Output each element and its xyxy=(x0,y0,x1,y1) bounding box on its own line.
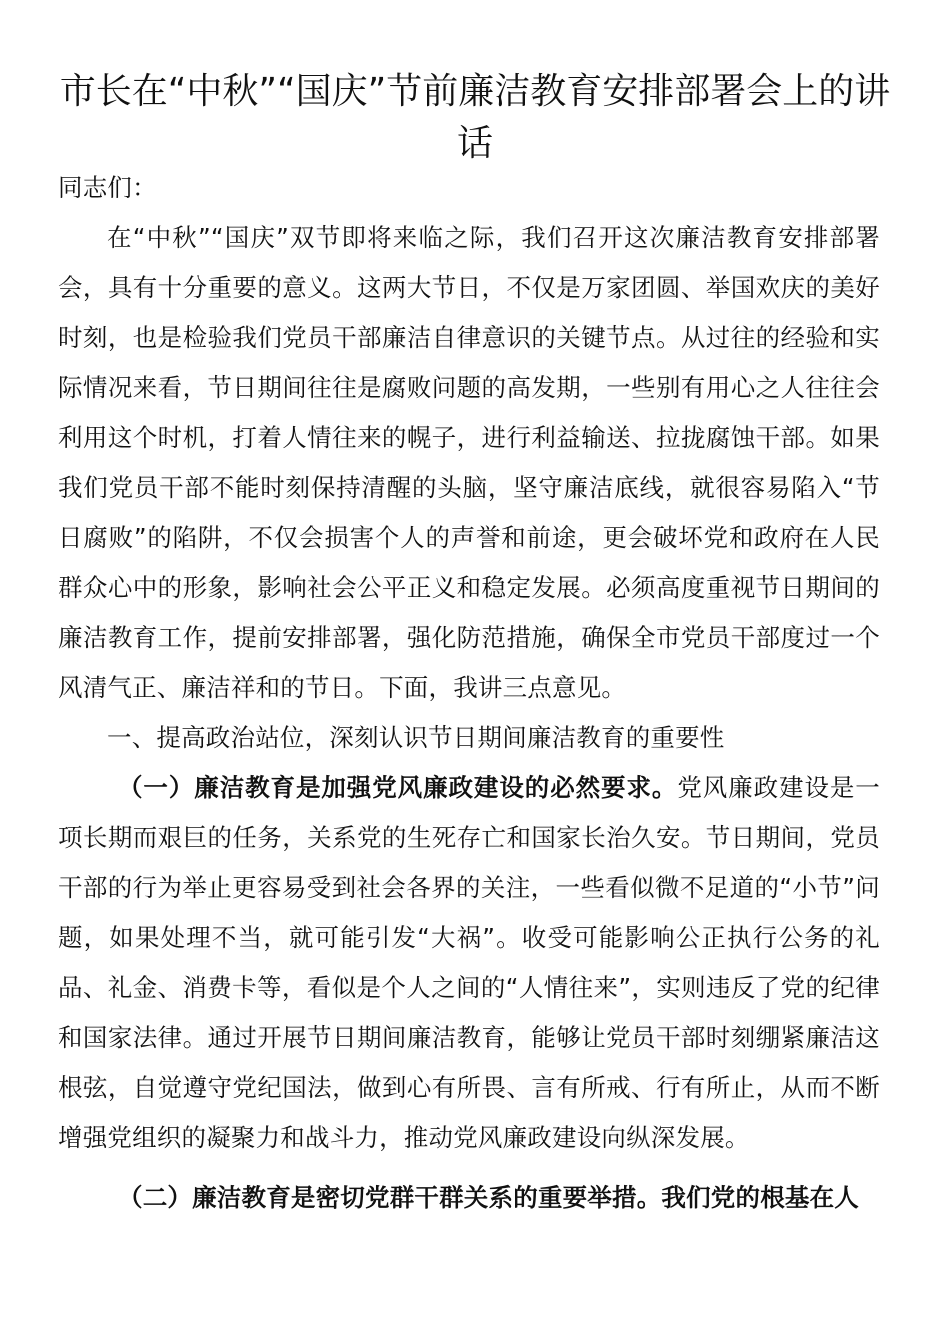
section-heading-1: 一、提高政治站位，深刻认识节日期间廉洁教育的重要性 xyxy=(107,723,725,752)
subsection-1-paragraph xyxy=(58,763,880,1163)
subsection-2-partial: （二）廉洁教育是密切党群干群关系的重要举措。我们党的根基在人 xyxy=(118,1183,859,1212)
document-title: 市长在“中秋”“国庆”节前廉洁教育安排部署会上的讲话 xyxy=(59,71,891,164)
intro-paragraph: 在“中秋”“国庆”双节即将来临之际，我们召开这次廉洁教育安排部署会，具有十分重要的意义。这两大节日，不仅是万家团圆、举国欢庆的美好时刻，也是检验我们党员干部廉洁自律意识的关键节点。从过往的经验和实际情况来看，节日期间往往是腐败问题的高发期，一些别有用心之人往往会利用这个时机，打着人情往来的幌子，进行利益输送、拉拢腐蚀干部。如果我们党员干部不能时刻保持清醒的头脑，坚守廉洁底线，就很容易陷入“节日腐败”的陷阱，不仅会损害个人的声誉和前途，更会破坏党和政府在人民群众心中的形象，影响社会公平正义和稳定发展。必须高度重视节日期间的廉洁教育工作，提前安排部署，强化防范措施，确保全市党员干部度过一个风清气正、廉洁祥和的节日。下面，我讲三点意见。 xyxy=(58,223,880,702)
subsection-1-body: 党风廉政建设是一项长期而艰巨的任务，关系党的生死存亡和国家长治久安。节日期间，党员干部的行为举止更容易受到社会各界的关注，一些看似微不足道的“小节”问题，如果处理不当，就可能引发“大祸”。收受可能影响公正执行公务的礼品、礼金、消费卡等，看似是个人之间的“人情往来”，实则违反了党的纪律和国家法律。通过开展节日期间廉洁教育，能够让党员干部时刻绷紧廉洁这根弦，自觉遵守党纪国法，做到心有所畏、言有所戒、行有所止，从而不断增强党组织的凝聚力和战斗力，推动党风廉政建设向纵深发展。 xyxy=(58,773,880,1152)
salutation: 同志们： xyxy=(58,173,157,202)
document-body xyxy=(58,163,880,1223)
subsection-1-lead: （一）廉洁教育是加强党风廉政建设的必然要求。 xyxy=(118,773,678,802)
